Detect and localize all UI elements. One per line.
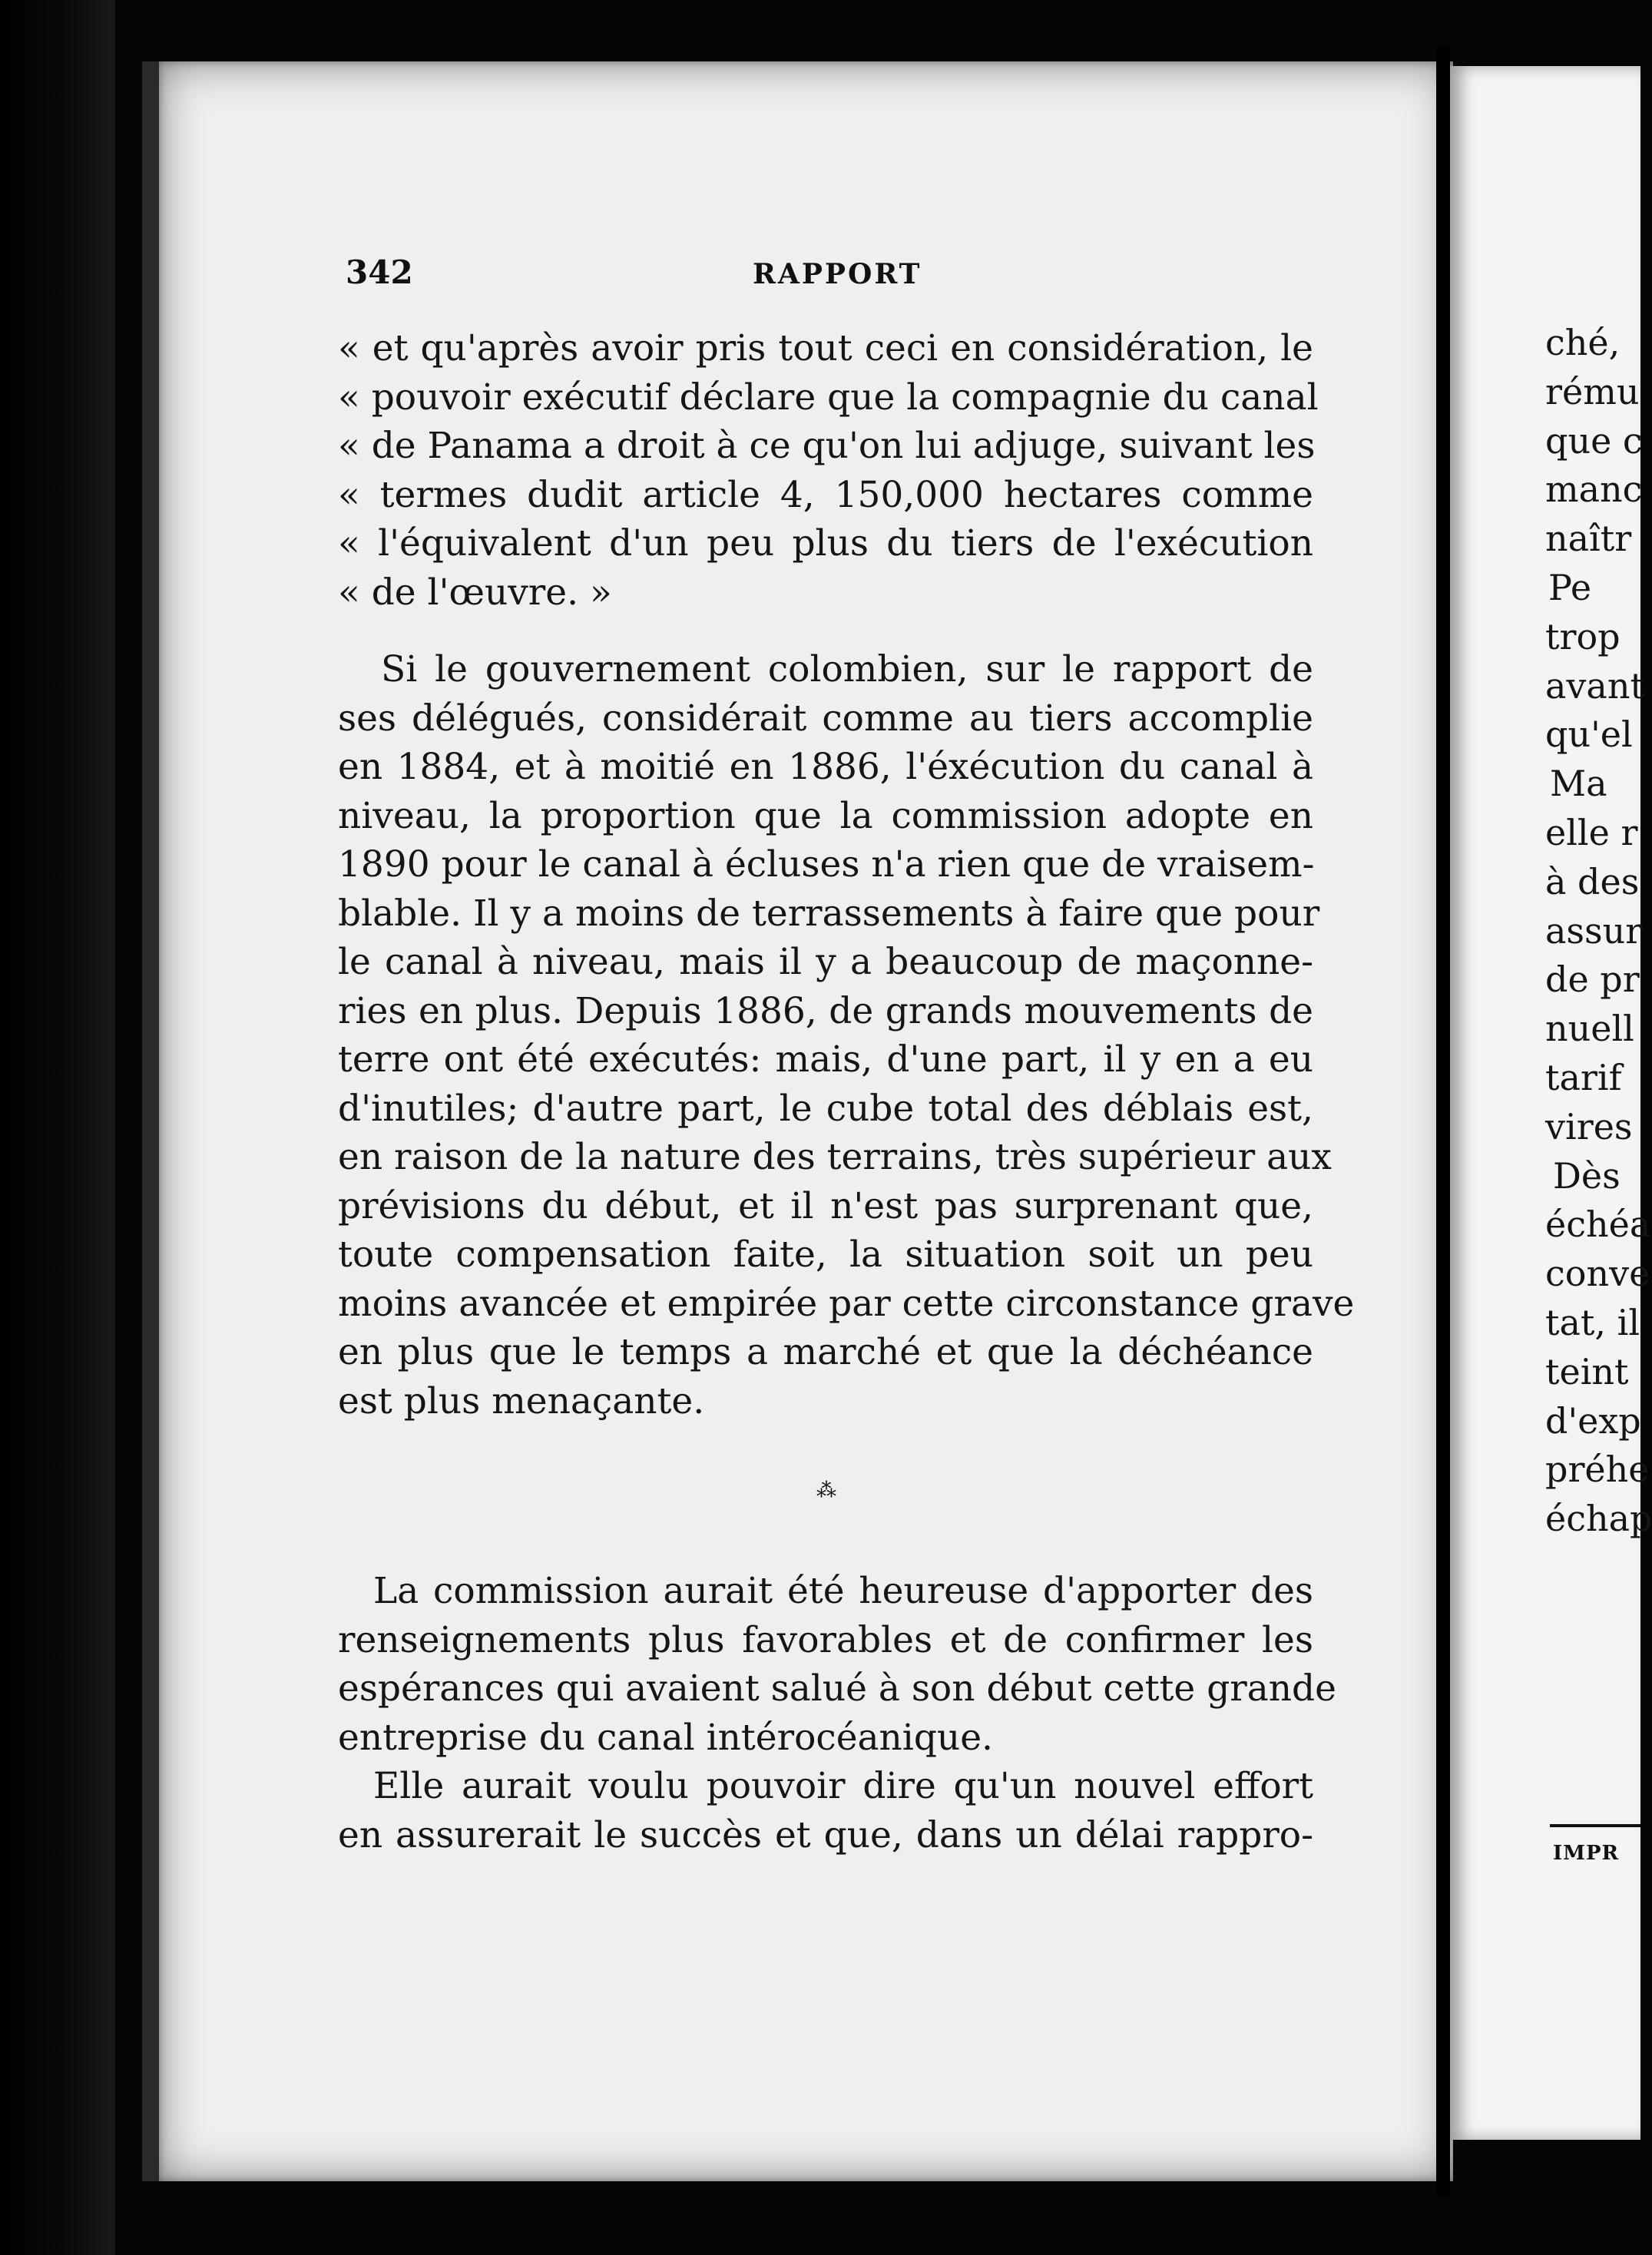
quoted-passage — [338, 324, 1319, 617]
text-line: La commission aurait été heureuse d'apporter des — [373, 1570, 1313, 1612]
footer-rule — [1550, 1824, 1640, 1827]
text-line: en 1884, et à moitié en 1886, l'éxécution du canal à — [338, 746, 1313, 788]
text-line: vires — [1545, 1105, 1633, 1147]
text-line: tat, il — [1545, 1301, 1640, 1343]
text-line: d'exp — [1545, 1399, 1641, 1442]
text-line: moins avancée et empirée par cette circonstance grave — [338, 1282, 1355, 1325]
running-title: RAPPORT — [753, 258, 922, 290]
text-line: nuell — [1545, 1008, 1634, 1050]
text-line: que c — [1545, 419, 1643, 462]
text-line: échéa — [1545, 1204, 1651, 1246]
printer-imprint: IMPR — [1553, 1842, 1620, 1865]
running-header — [346, 253, 1321, 300]
text-line: toute compensation faite, la situation soit un peu — [338, 1233, 1313, 1276]
text-line: le canal à niveau, mais il y a beaucoup de maçonne- — [338, 941, 1313, 983]
text-line: « de l'œuvre. » — [338, 571, 612, 614]
section-separator: ⁂ — [816, 1479, 836, 1502]
paragraph-2 — [338, 1567, 1336, 1859]
text-line: teint — [1545, 1350, 1629, 1392]
text-line: terre ont été exécutés: mais, d'une part, il y en a eu — [338, 1038, 1313, 1081]
text-line: ries en plus. Depuis 1886, de grands mouvements de — [338, 989, 1313, 1032]
text-line: d'inutiles; d'autre part, le cube total des déblais est, — [338, 1087, 1313, 1130]
text-line: à des — [1545, 860, 1640, 902]
text-line: de pr — [1545, 959, 1640, 1001]
facing-page-text — [1545, 319, 1652, 1544]
text-line: manc — [1545, 469, 1643, 511]
text-line: trop — [1545, 615, 1621, 657]
text-line: préhe — [1545, 1449, 1650, 1491]
scan-left-margin — [0, 0, 115, 2255]
text-line: en assurerait le succès et que, dans un délai rappro- — [338, 1813, 1313, 1856]
text-line: Pe — [1548, 566, 1592, 608]
text-line: Ma — [1550, 763, 1607, 805]
text-line: niveau, la proportion que la commission adopte en — [338, 794, 1313, 837]
text-line: est plus menaçante. — [338, 1379, 705, 1422]
text-line: échap — [1545, 1498, 1652, 1540]
text-line: qu'el — [1545, 714, 1633, 756]
text-line: conve — [1545, 1253, 1650, 1295]
text-line: tarif — [1545, 1056, 1622, 1098]
text-line: blable. Il y a moins de terrassements à faire que pour — [338, 892, 1320, 935]
text-line: « termes dudit article 4, 150,000 hectares comme — [338, 473, 1313, 516]
book-gutter — [1436, 46, 1450, 2197]
text-line: prévisions du début, et il n'est pas surprenant que, — [338, 1184, 1313, 1227]
text-line: « et qu'après avoir pris tout ceci en considération, le — [338, 327, 1313, 369]
text-line: ché, — [1545, 322, 1621, 363]
text-line: « l'équivalent d'un peu plus du tiers de l'exécution — [338, 522, 1313, 565]
text-line: en plus que le temps a marché et que la déchéance — [338, 1331, 1313, 1373]
text-line: en raison de la nature des terrains, très supérieur aux — [338, 1136, 1332, 1178]
text-line: ses délégués, considérait comme au tiers accomplie — [338, 697, 1313, 740]
text-line: Si le gouvernement colombien, sur le rapport de — [381, 648, 1313, 690]
text-line: entreprise du canal intérocéanique. — [338, 1716, 993, 1759]
text-line: Elle aurait voulu pouvoir dire qu'un nouvel effort — [373, 1765, 1313, 1807]
text-line: espérances qui avaient salué à son début cette grande — [338, 1667, 1336, 1710]
text-line: renseignements plus favorables et de confirmer les — [338, 1618, 1313, 1661]
text-line: rému — [1545, 370, 1640, 412]
text-line: elle r — [1545, 811, 1638, 853]
page-number: 342 — [346, 253, 413, 291]
text-line: « de Panama a droit à ce qu'on lui adjuge, suivant les — [338, 425, 1316, 467]
paragraph-1 — [338, 645, 1355, 1426]
text-line: « pouvoir exécutif déclare que la compagnie du canal — [338, 376, 1319, 419]
text-line: Dès — [1553, 1154, 1621, 1197]
text-line: 1890 pour le canal à écluses n'a rien que de vraisem- — [338, 843, 1315, 886]
text-line: avant — [1545, 664, 1644, 707]
text-line: naîtr — [1545, 518, 1632, 560]
text-line: assur — [1545, 909, 1643, 952]
